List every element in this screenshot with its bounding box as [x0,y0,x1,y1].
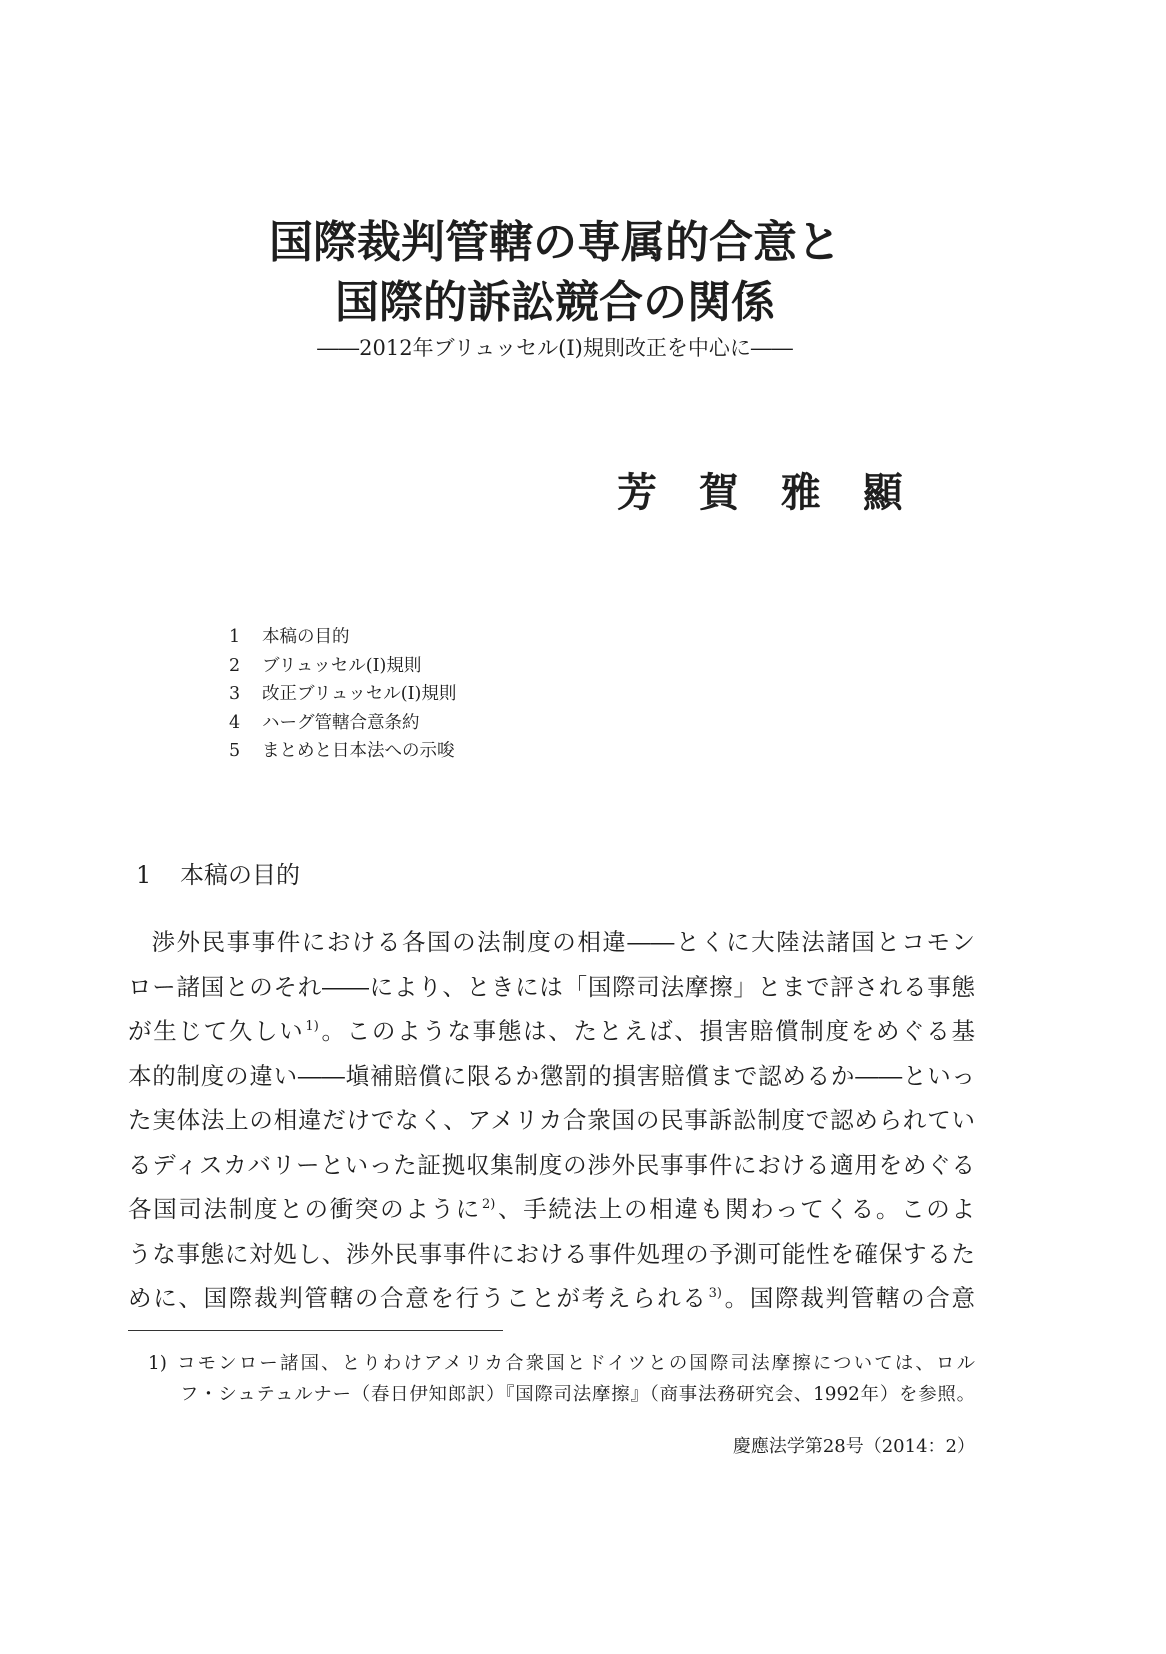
toc-item-number: 3 [229,684,241,704]
footnote-line: フ・シュテュルナー（春日伊知郎訳）『国際司法摩擦』（商事法務研究会、1992年）を参照。 [180,1384,975,1405]
body-line [128,1009,975,1054]
toc-item [229,623,456,652]
footnote-text: コモンロー諸国、とりわけアメリカ合衆国とドイツとの国際司法摩擦については、ロル [174,1353,975,1374]
toc-item [229,737,456,766]
section-number: 1 [136,861,152,889]
body-paragraph [128,920,975,1321]
section-heading [136,858,300,892]
body-line-text: めに、国際裁判管轄の合意を行うことが考えられる [128,1284,708,1312]
footnote-line [148,1348,975,1379]
toc-item [229,680,456,709]
toc-item-label: まとめと日本法への示唆 [262,741,455,761]
toc-item-label: ブリュッセル(I)規則 [262,655,422,676]
body-line-text: 各国司法制度との衝突のように [128,1195,481,1223]
body-line: るディスカバリーといった証拠収集制度の渉外民事事件における適用をめぐる [128,1150,975,1179]
journal-footer: 慶應法学第28号（2014：2） [732,1436,975,1457]
toc-item-label: 改正ブリュッセル(I)規則 [262,684,457,704]
table-of-contents [229,623,456,766]
toc-item [229,652,456,681]
footnote-reference: 2) [481,1197,496,1212]
footnote-reference: 3) [708,1286,722,1301]
body-line [128,1187,975,1232]
footnote-separator [128,1330,503,1331]
toc-item [229,709,456,738]
toc-item-number: 5 [229,741,241,761]
toc-item-number: 1 [229,627,241,647]
body-line: うな事態に対処し、渉外民事事件における事件処理の予測可能性を確保するた [128,1239,975,1268]
section-title: 本稿の目的 [180,861,300,889]
body-line-text: 。このような事態は、たとえば、損害賠償制度をめぐる基 [319,1017,976,1045]
article-subtitle: ――2012年ブリュッセル(I)規則改正を中心に―― [317,336,793,360]
footnotes [148,1348,975,1410]
article-title-line-1: 国際裁判管轄の専属的合意と [269,217,841,268]
article-title-line-2: 国際的訴訟競合の関係 [335,277,775,328]
author-name: 芳 賀 雅 顯 [617,469,917,516]
toc-item-number: 4 [229,712,241,733]
body-line-text: が生じて久しい [128,1017,305,1045]
toc-item-number: 2 [229,655,241,676]
body-line: た実体法上の相違だけでなく、アメリカ合衆国の民事訴訟制度で認められてい [128,1106,975,1134]
body-line-text: 。国際裁判管轄の合意 [722,1284,976,1312]
body-line: ロー諸国とのそれ――により、ときには「国際司法摩擦」とまで評される事態 [128,972,975,1001]
title-block [0,213,1110,363]
body-line-text: 、手続法上の相違も関わってくる。このよ [496,1195,976,1223]
body-line: 本的制度の違い――塡補賠償に限るか懲罰的損害賠償まで認めるか――といっ [128,1061,975,1090]
toc-item-label: ハーグ管轄合意条約 [262,712,420,733]
footnote-number: 1) [148,1353,167,1374]
body-line: 渉外民事事件における各国の法制度の相違――とくに大陸法諸国とコモン [151,928,975,956]
toc-item-label: 本稿の目的 [262,627,350,647]
body-line [128,1276,975,1321]
footnote-reference: 1) [305,1019,319,1034]
